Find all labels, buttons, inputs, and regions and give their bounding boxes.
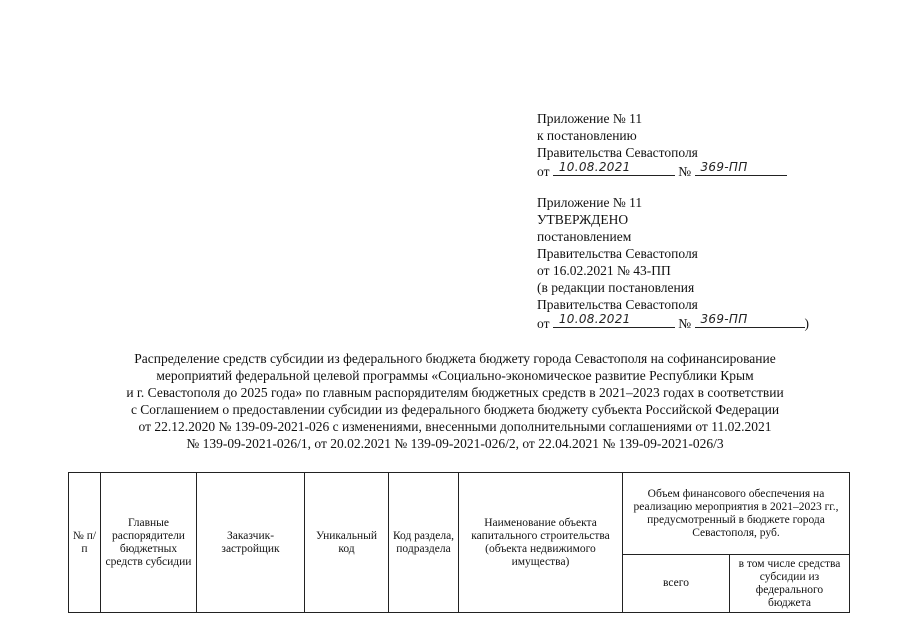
header-federal: в том числе средства субсидии из федерального бюджета: [730, 555, 850, 613]
distribution-table: [68, 472, 850, 613]
title-line: мероприятий федеральной целевой программы «Социально-экономическое развитие Республики Крым: [156, 368, 754, 383]
title-line: с Соглашением о предоставлении субсидии из федерального бюджета бюджету субъекта Российской Федерации: [130, 402, 780, 417]
number-field: [695, 161, 787, 176]
appendix-line: постановлением: [537, 229, 632, 244]
appendix-original: [537, 194, 809, 332]
appendix-line: (в редакции постановления: [537, 280, 695, 295]
document-title: [60, 350, 850, 452]
title-line: № 139-09-2021-026/1, от 20.02.2021 № 139-09-2021-026/2, от 22.04.2021 № 139-09-2021-026/3: [186, 436, 724, 451]
header-total: всего: [623, 555, 730, 613]
handwritten-date: 10.08.2021: [558, 160, 631, 174]
title-line: Распределение средств субсидии из федерального бюджета бюджету города Севастополя на софинансирование: [134, 351, 776, 366]
header-managers: Главные распорядители бюджетных средств субсидии: [101, 473, 197, 613]
appendix-line: к постановлению: [537, 128, 637, 143]
appendix-line: Правительства Севастополя: [537, 246, 698, 261]
header-object: Наименование объекта капитального строительства (объекта недвижимого имущества): [459, 473, 623, 613]
header-num: № п/п: [69, 473, 101, 613]
appendix-current: [537, 110, 787, 180]
handwritten-date: 10.08.2021: [558, 312, 631, 326]
header-section: Код раздела, подраздела: [389, 473, 459, 613]
appendix-label: Приложение № 11: [537, 195, 643, 210]
header-customer: Заказчик-застройщик: [197, 473, 305, 613]
appendix-date-line: от 10.08.2021 № 369-ПП: [537, 161, 787, 180]
approved-label: УТВЕРЖДЕНО: [537, 212, 629, 227]
number-field: [695, 313, 805, 328]
appendix-line: Правительства Севастополя: [537, 297, 698, 312]
header-volume: Объем финансового обеспечения на реализацию мероприятия в 2021–2023 гг., предусмотренный в бюджете города Севастополя, руб.: [623, 473, 850, 555]
title-line: и г. Севастополя до 2025 года» по главным распорядителям бюджетных средств в 2021–2023 годах в соответствии: [126, 385, 784, 400]
title-line: от 22.12.2020 № 139-09-2021-026 с изменениями, внесенными дополнительными соглашениями от 11.02.2021: [138, 419, 772, 434]
date-field: [553, 161, 675, 176]
appendix-line: Правительства Севастополя: [537, 145, 698, 160]
handwritten-number: 369-ПП: [700, 312, 748, 326]
appendix-label: Приложение № 11: [537, 111, 643, 126]
appendix-date-line: от 10.08.2021 № 369-ПП ): [537, 312, 809, 331]
handwritten-number: 369-ПП: [700, 160, 748, 174]
header-code: Уникальный код: [305, 473, 389, 613]
appendix-line: от 16.02.2021 № 43-ПП: [537, 263, 671, 278]
date-field: [553, 313, 675, 328]
